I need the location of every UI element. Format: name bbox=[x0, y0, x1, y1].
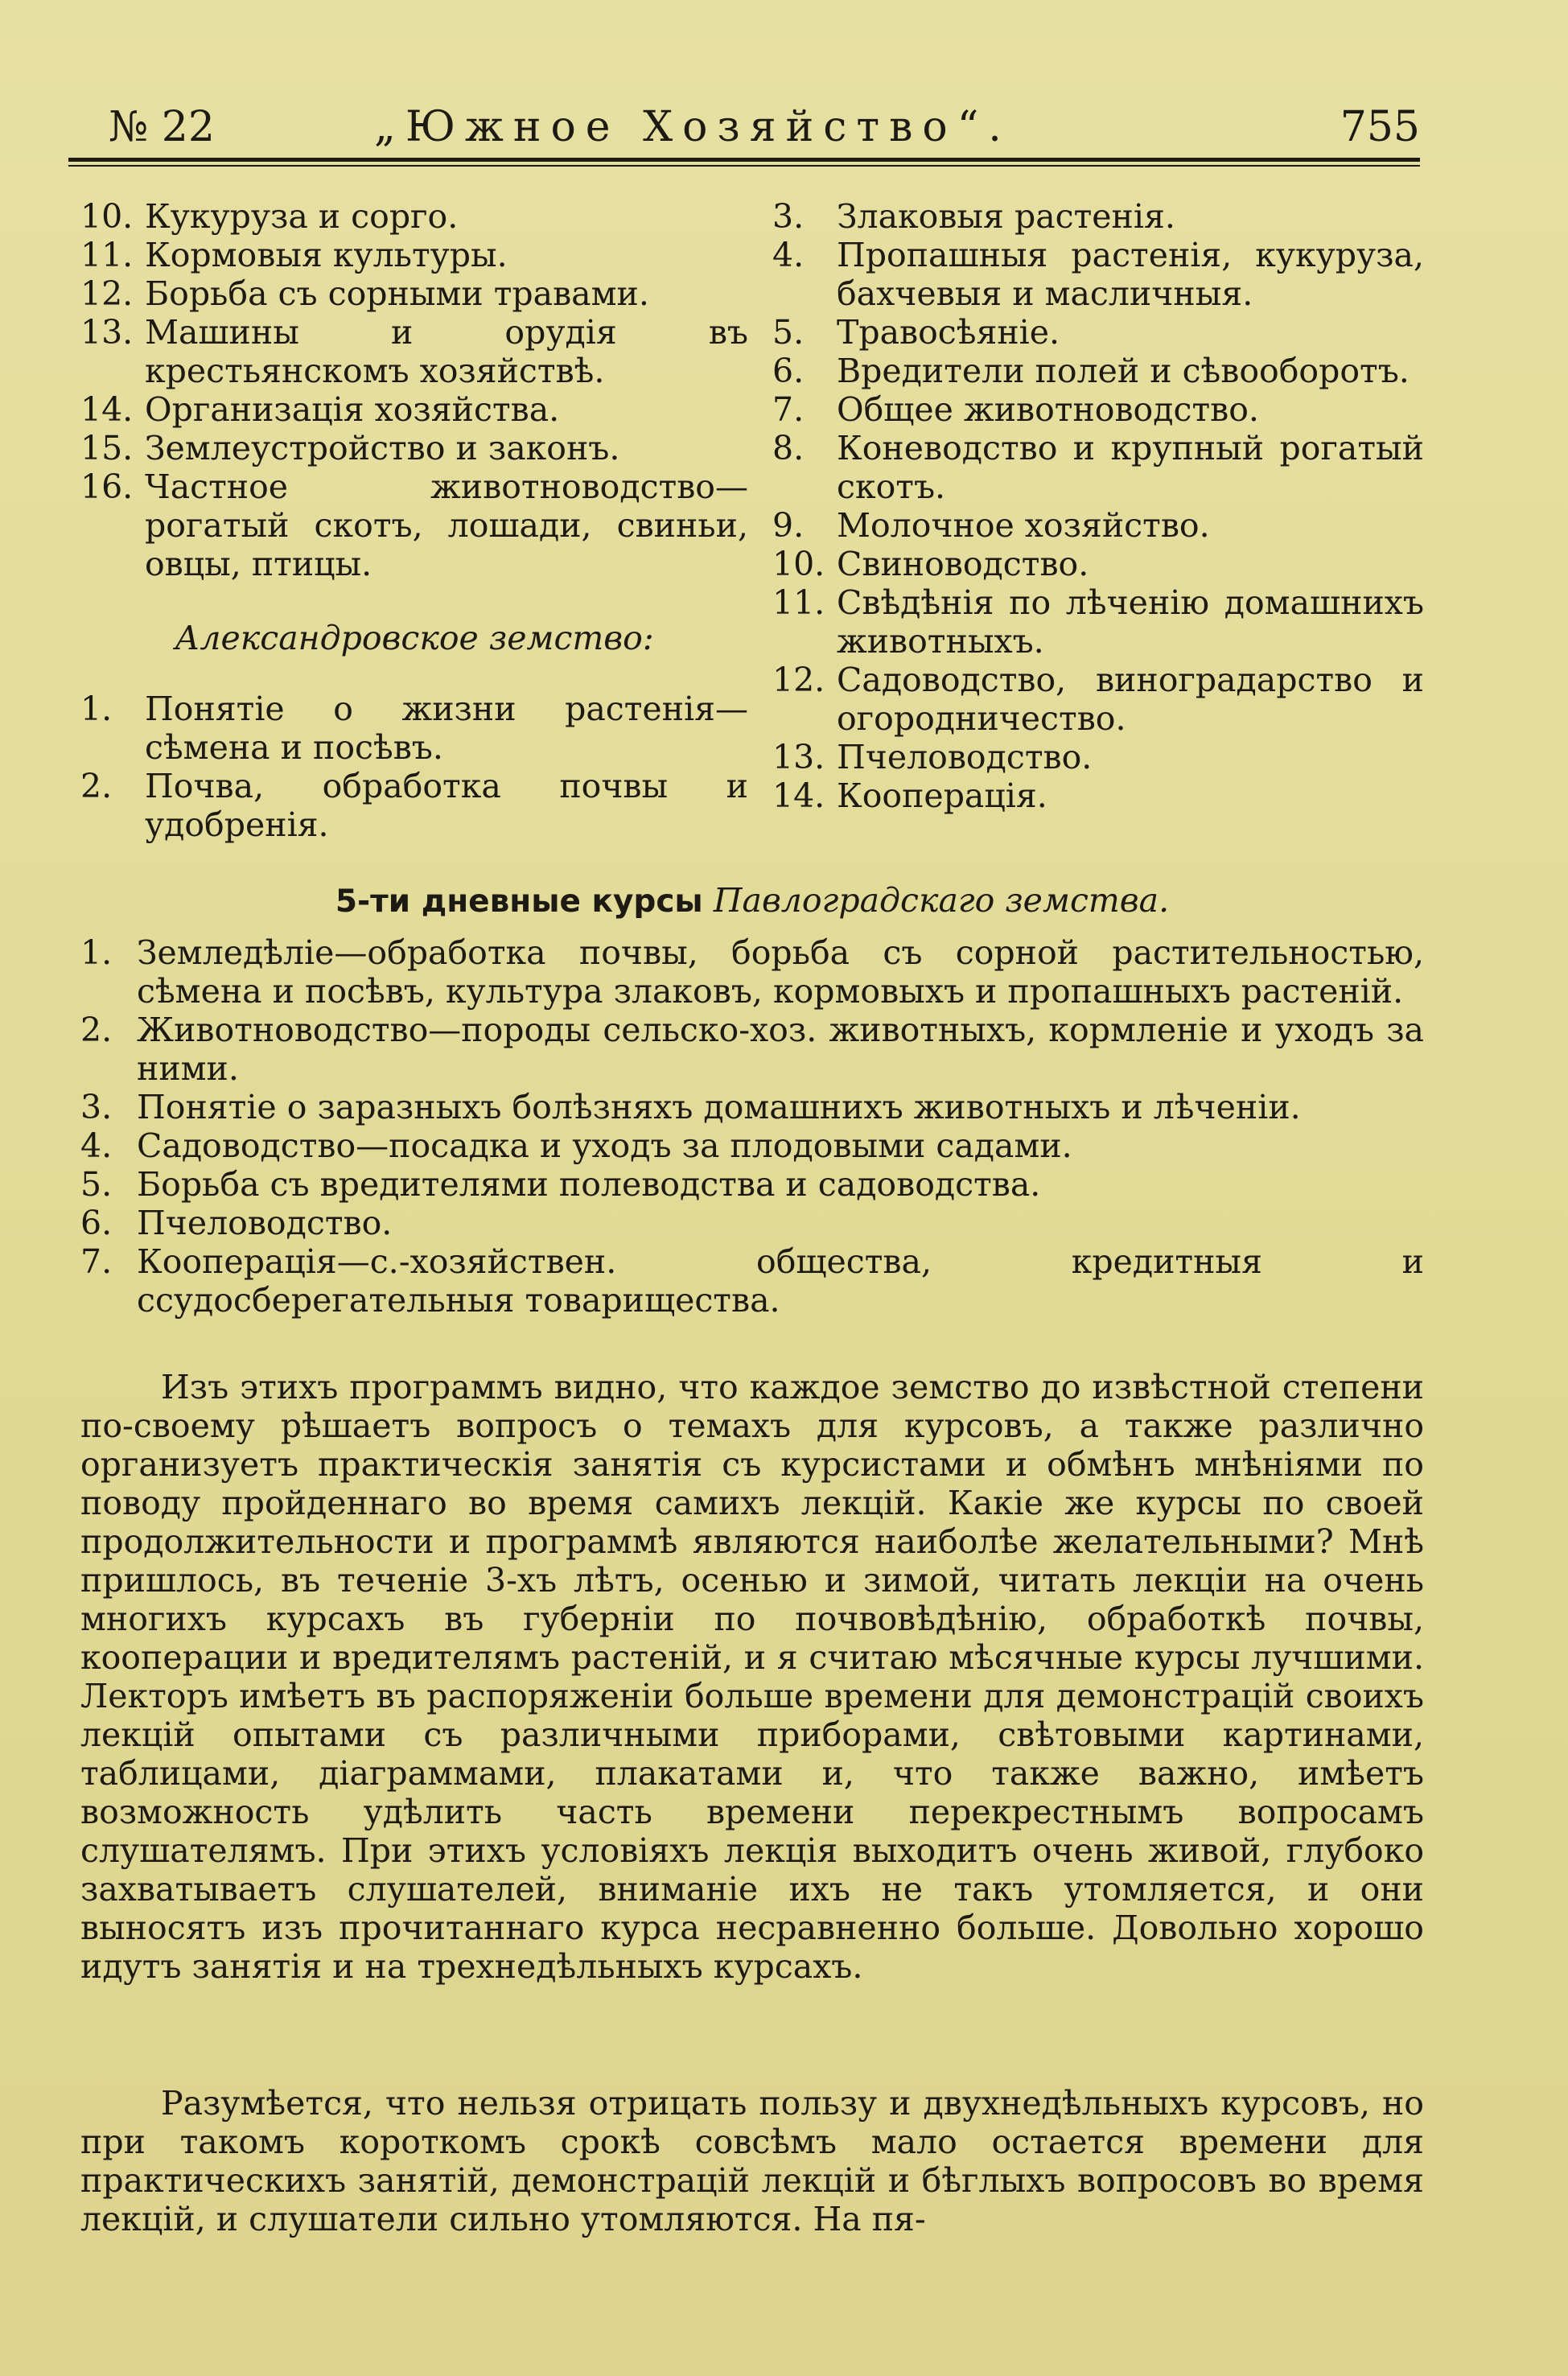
item-number: 2. bbox=[80, 1011, 113, 1049]
item-text: Свѣдѣнія по лѣченію домашнихъ животныхъ. bbox=[837, 583, 1424, 661]
item-number: 1. bbox=[80, 933, 113, 972]
list-item bbox=[80, 467, 748, 583]
item-text: Вредители полей и сѣвооборотъ. bbox=[837, 352, 1410, 390]
item-number: 7. bbox=[80, 1242, 113, 1281]
item-number: 2. bbox=[80, 767, 113, 805]
list-item bbox=[80, 690, 748, 767]
list-item bbox=[80, 236, 748, 274]
item-text: Машины и орудія въ крестьянскомъ хозяйствѣ. bbox=[145, 313, 748, 390]
item-number: 5. bbox=[772, 313, 805, 352]
item-text: Свиноводство. bbox=[837, 545, 1089, 583]
item-text: Борьба съ вредителями полеводства и садоводства. bbox=[137, 1165, 1041, 1204]
right-column bbox=[772, 197, 1424, 815]
item-number: 13. bbox=[80, 313, 134, 352]
item-number: 8. bbox=[772, 429, 805, 467]
item-number: 4. bbox=[772, 236, 805, 274]
list-item bbox=[772, 390, 1424, 429]
list-item bbox=[80, 1126, 1424, 1165]
journal-title: „Южное Хозяйство“. bbox=[374, 103, 1011, 151]
body-paragraph: Изъ этихъ программъ видно, что каждое земство до извѣстной степени по-своему рѣшаетъ вопросъ о темахъ для курсовъ, а также различно организуетъ практическія занятія съ курсистами и обмѣнъ мнѣніями по поводу пройденнаго во время самихъ лекцій. Какіе же курсы по своей продолжительности и программѣ являются наиболѣе желательными? Мнѣ пришлось, въ теченіе 3-хъ лѣтъ, осенью и зимой, читать лекціи на очень многихъ курсахъ въ губерніи по почвовѣдѣнію, обработкѣ почвы, кооперации и вредителямъ растеній, и я считаю мѣсячные курсы лучшими. Лекторъ имѣетъ въ распоряженіи больше времени для демонстрацій своихъ лекцій опытами съ различными приборами, свѣтовыми картинами, таблицами, діаграммами, плакатами и, что также важно, имѣетъ возможность удѣлить часть времени перекрестнымъ вопросамъ слушателямъ. При этихъ условіяхъ лекція выходитъ очень живой, глубоко захватываетъ слушателей, вниманіе ихъ не такъ утомляется, и они выносятъ изъ прочитаннаго курса несравненно больше. Довольно хорошо идутъ занятія и на трехнедѣльныхъ курсахъ. bbox=[80, 1368, 1424, 1986]
item-number: 14. bbox=[772, 776, 825, 815]
section-subheading: Александровское земство: bbox=[175, 619, 654, 657]
item-text: Кооперація. bbox=[837, 776, 1047, 815]
courses-list bbox=[80, 933, 1424, 1320]
list-item bbox=[80, 1088, 1424, 1126]
item-text: Пчеловодство. bbox=[137, 1204, 393, 1242]
item-number: 12. bbox=[772, 661, 825, 699]
item-number: 13. bbox=[772, 738, 825, 776]
issue-number: № 22 bbox=[109, 103, 215, 151]
item-number: 12. bbox=[80, 274, 134, 313]
list-item bbox=[772, 352, 1424, 390]
item-number: 5. bbox=[80, 1165, 113, 1204]
body-paragraph: Разумѣется, что нельзя отрицать пользу и двухнедѣльныхъ курсовъ, но при такомъ короткомъ срокѣ совсѣмъ мало остается времени для практическихъ занятій, демонстрацій лекцій и бѣглыхъ вопросовъ во время лекцій, и слушатели сильно утомляются. На пя- bbox=[80, 2084, 1424, 2238]
list-item bbox=[80, 1204, 1424, 1242]
item-number: 1. bbox=[80, 690, 113, 728]
item-number: 3. bbox=[80, 1088, 113, 1126]
header-rule-thin bbox=[68, 165, 1420, 167]
list-item bbox=[80, 429, 748, 467]
section-heading bbox=[80, 880, 1424, 922]
item-text: Молочное хозяйство. bbox=[837, 506, 1210, 545]
item-text: Землеустройство и законъ. bbox=[145, 429, 620, 467]
item-number: 11. bbox=[772, 583, 825, 622]
list-item bbox=[772, 738, 1424, 776]
item-text: Земледѣліе—обработка почвы, борьба съ сорной растительностью, сѣмена и посѣвъ, культура злаковъ, кормовыхъ и пропашныхъ растеній. bbox=[137, 933, 1424, 1011]
item-number: 15. bbox=[80, 429, 134, 467]
item-number: 10. bbox=[80, 197, 134, 236]
item-number: 11. bbox=[80, 236, 134, 274]
list-item bbox=[80, 274, 748, 313]
item-number: 10. bbox=[772, 545, 825, 583]
item-text: Общее животноводство. bbox=[837, 390, 1259, 429]
list-item bbox=[80, 1242, 1424, 1320]
item-text: Борьба съ сорными травами. bbox=[145, 274, 649, 313]
list-item bbox=[80, 767, 748, 844]
section-heading-italic: Павлоградскаго земства. bbox=[713, 881, 1170, 920]
page-header bbox=[109, 95, 1420, 159]
list-item bbox=[772, 545, 1424, 583]
item-text: Кооперація—с.-хозяйствен. общества, кредитныя и ссудосберегательныя товарищества. bbox=[137, 1242, 1424, 1320]
item-text: Садоводство—посадка и уходъ за плодовыми садами. bbox=[137, 1126, 1072, 1165]
item-text: Понятіе о заразныхъ болѣзняхъ домашнихъ животныхъ и лѣченіи. bbox=[137, 1088, 1301, 1126]
item-text: Кормовыя культуры. bbox=[145, 236, 508, 274]
left-column bbox=[80, 197, 748, 844]
item-text: Понятіе о жизни растенія—сѣмена и посѣвъ. bbox=[145, 690, 748, 767]
item-text: Кукуруза и сорго. bbox=[145, 197, 459, 236]
item-text: Злаковыя растенія. bbox=[837, 197, 1175, 236]
item-number: 6. bbox=[772, 352, 805, 390]
list-item bbox=[772, 506, 1424, 545]
item-text: Садоводство, виноградарство и огородничество. bbox=[837, 661, 1424, 738]
item-text: Животноводство—породы сельско-хоз. животныхъ, кормленіе и уходъ за ними. bbox=[137, 1011, 1424, 1088]
section-heading-bold: 5-ти дневные курсы bbox=[335, 883, 703, 920]
item-number: 9. bbox=[772, 506, 805, 545]
item-number: 3. bbox=[772, 197, 805, 236]
header-rule-thick bbox=[68, 158, 1420, 162]
page-number: 755 bbox=[1340, 103, 1420, 151]
list-item bbox=[80, 197, 748, 236]
list-item bbox=[772, 661, 1424, 738]
list-item bbox=[80, 933, 1424, 1011]
list-item bbox=[80, 313, 748, 390]
item-number: 6. bbox=[80, 1204, 113, 1242]
list-item bbox=[772, 236, 1424, 313]
item-text: Организація хозяйства. bbox=[145, 390, 560, 429]
item-number: 4. bbox=[80, 1126, 113, 1165]
list-item bbox=[772, 776, 1424, 815]
list-item bbox=[772, 583, 1424, 661]
item-text: Частное животноводство—рогатый скотъ, лошади, свиньи, овцы, птицы. bbox=[145, 467, 748, 583]
list-item bbox=[80, 390, 748, 429]
item-text: Почва, обработка почвы и удобренія. bbox=[145, 767, 748, 844]
item-number: 14. bbox=[80, 390, 134, 429]
item-number: 16. bbox=[80, 467, 134, 506]
list-item bbox=[80, 1165, 1424, 1204]
item-text: Травосѣяніе. bbox=[837, 313, 1060, 352]
item-number: 7. bbox=[772, 390, 805, 429]
list-item bbox=[772, 197, 1424, 236]
item-text: Пропашныя растенія, кукуруза, бахчевыя и масличныя. bbox=[837, 236, 1424, 313]
list-item bbox=[772, 429, 1424, 506]
list-item bbox=[772, 313, 1424, 352]
list-item bbox=[80, 1011, 1424, 1088]
item-text: Пчеловодство. bbox=[837, 738, 1093, 776]
item-text: Коневодство и крупный рогатый скотъ. bbox=[837, 429, 1424, 506]
